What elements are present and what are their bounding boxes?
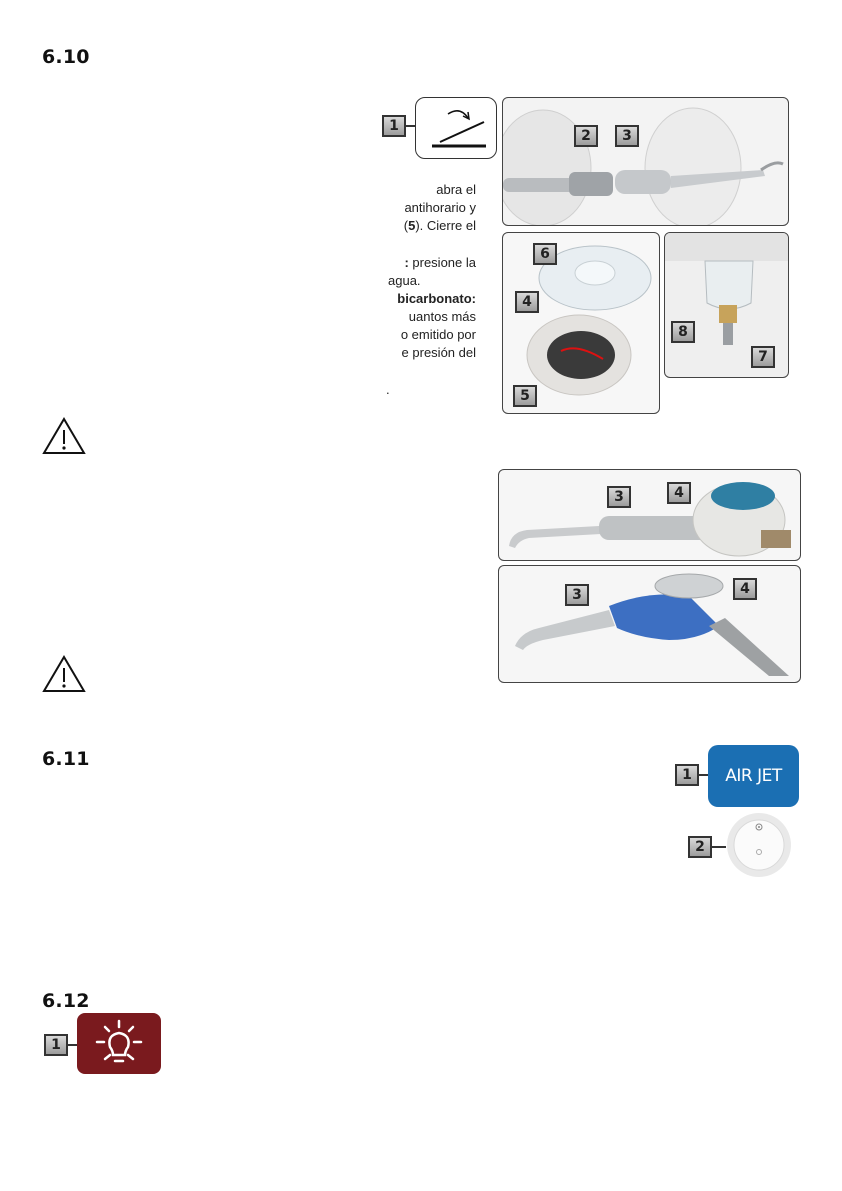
text-fragment: e presión del — [401, 345, 476, 360]
section-heading-6-10: 6.10 — [42, 46, 90, 68]
callout: 2 — [574, 125, 598, 147]
callout-light: 1 — [44, 1034, 68, 1056]
knob-icon[interactable] — [724, 812, 794, 878]
photo-water-bottle — [664, 232, 789, 378]
airjet-button[interactable]: AIR JET — [708, 745, 799, 807]
text-fragment: bicarbonato: — [397, 291, 476, 306]
pedal-icon-box — [415, 97, 497, 159]
callout: 4 — [515, 291, 539, 313]
callout-pedal: 1 — [382, 115, 406, 137]
callout: 5 — [513, 385, 537, 407]
text-fragment: antihorario y — [404, 200, 476, 215]
callout: 4 — [733, 578, 757, 600]
callout-knob: 2 — [688, 836, 712, 858]
text-fragment: : presione la — [404, 255, 476, 270]
callout: 6 — [533, 243, 557, 265]
callout: 4 — [667, 482, 691, 504]
text-fragment: . — [386, 382, 390, 397]
sun-light-icon — [77, 1013, 161, 1074]
photo-handpiece-2 — [498, 565, 801, 683]
photo-handpiece-1 — [498, 469, 801, 561]
text-fragment: abra el — [436, 182, 476, 197]
warning-icon — [42, 417, 86, 455]
warning-icon — [42, 655, 86, 693]
text-fragment: (5). Cierre el — [403, 218, 476, 233]
text-fragment: uantos más — [408, 309, 476, 324]
callout: 3 — [615, 125, 639, 147]
text-fragment: o emitido por — [400, 327, 476, 342]
callout: 3 — [607, 486, 631, 508]
section-heading-6-12: 6.12 — [42, 990, 90, 1012]
section-heading-6-11: 6.11 — [42, 748, 90, 770]
callout-airjet: 1 — [675, 764, 699, 786]
light-button[interactable] — [77, 1013, 161, 1074]
photo-powder-jar — [502, 232, 660, 414]
callout: 3 — [565, 584, 589, 606]
text-fragment: agua. — [388, 273, 421, 288]
callout: 7 — [751, 346, 775, 368]
pedal-icon — [416, 98, 496, 158]
callout: 8 — [671, 321, 695, 343]
photo-hands-handpiece — [502, 97, 789, 226]
